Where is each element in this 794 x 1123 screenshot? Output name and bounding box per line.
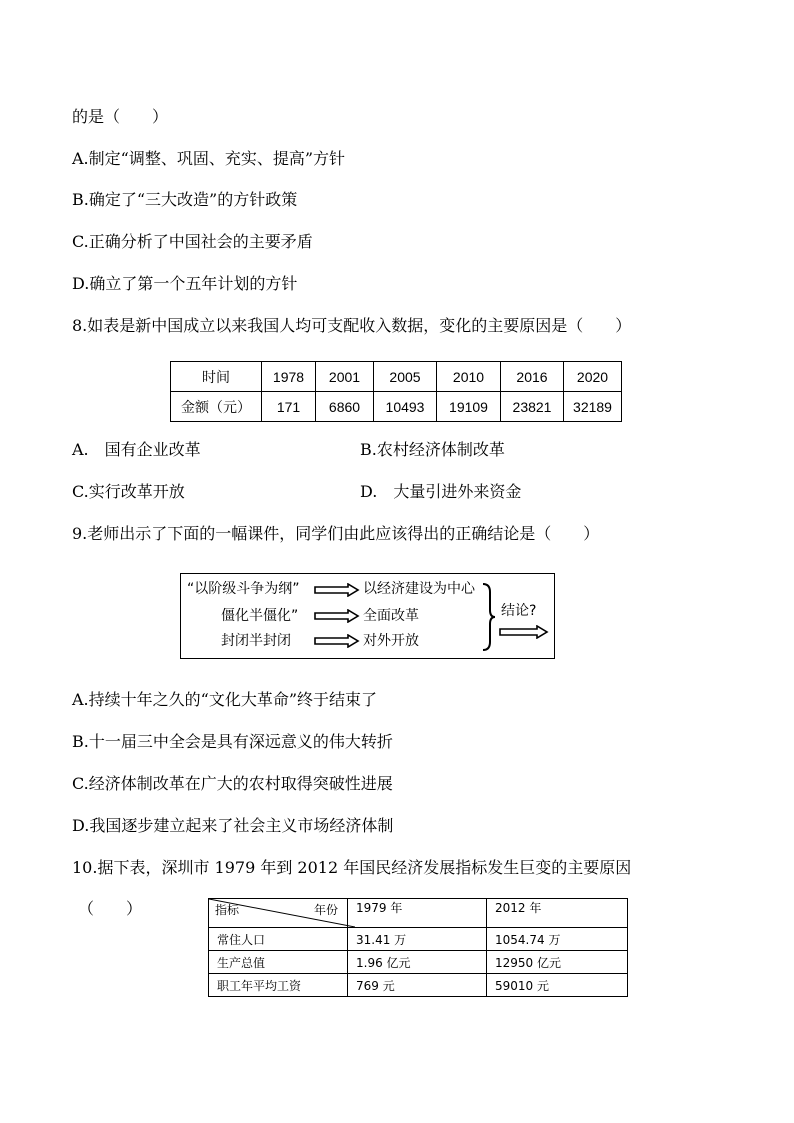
q7-option-a[interactable]: A.制定“调整、巩固、充实、提高”方针 — [72, 149, 346, 168]
q9-option-d[interactable]: D.我国逐步建立起来了社会主义市场经济体制 — [72, 816, 394, 835]
table-cell: 12950 亿元 — [487, 951, 628, 974]
table-corner-cell — [209, 899, 348, 928]
table-cell: 171 — [262, 392, 316, 422]
q9-stem: 9.老师出示了下面的一幅课件，同学们由此应该得出的正确结论是（ ） — [72, 524, 600, 543]
corner-label-indicator: 指标 — [215, 903, 240, 917]
q9-option-c[interactable]: C.经济体制改革在广大的农村取得突破性进展 — [72, 774, 393, 793]
right-arrow-icon — [314, 583, 360, 597]
q8-stem: 8.如表是新中国成立以来我国人均可支配收入数据，变化的主要原因是（ ） — [72, 316, 632, 335]
q10-shenzhen-table — [208, 898, 628, 997]
q7-option-d[interactable]: D.确立了第一个五年计划的方针 — [72, 274, 298, 293]
courseware-right-2: 全面改革 — [363, 608, 419, 624]
table-cell: 时间 — [171, 362, 262, 392]
table-cell: 2001 — [316, 362, 374, 392]
brace-icon — [481, 582, 497, 652]
q7-option-c[interactable]: C.正确分析了中国社会的主要矛盾 — [72, 232, 313, 251]
table-cell: 10493 — [374, 392, 437, 422]
table-row — [209, 974, 628, 997]
table-header-cell: 2012 年 — [487, 899, 628, 928]
table-cell: 6860 — [316, 392, 374, 422]
q8-option-b[interactable]: B.农村经济体制改革 — [360, 440, 505, 459]
courseware-left-2: 僵化半僵化” — [221, 608, 299, 624]
right-arrow-icon — [314, 634, 360, 648]
right-arrow-icon — [314, 609, 360, 623]
q8-income-table — [170, 361, 622, 422]
q10-stem: 10.据下表，深圳市 1979 年到 2012 年国民经济发展指标发生巨变的主要原因 — [72, 858, 632, 877]
table-cell: 19109 — [437, 392, 501, 422]
table-header-cell: 1979 年 — [348, 899, 487, 928]
table-row — [171, 362, 622, 392]
courseware-left-3: 封闭半封闭 — [221, 633, 291, 649]
q10-answer-paren: （ ） — [78, 899, 143, 918]
table-cell: 31.41 万 — [348, 928, 487, 951]
table-cell: 2005 — [374, 362, 437, 392]
q8-option-c[interactable]: C.实行改革开放 — [72, 482, 185, 501]
table-cell: 常住人口 — [209, 928, 348, 951]
table-cell: 2020 — [564, 362, 622, 392]
q9-option-b[interactable]: B.十一届三中全会是具有深远意义的伟大转折 — [72, 732, 393, 751]
corner-label-year: 年份 — [314, 903, 339, 917]
table-cell: 职工年平均工资 — [209, 974, 348, 997]
courseware-right-1: 以经济建设为中心 — [363, 581, 475, 597]
courseware-left-1: “以阶级斗争为纲” — [187, 581, 300, 597]
table-cell: 59010 元 — [487, 974, 628, 997]
table-row — [209, 951, 628, 974]
table-row — [209, 899, 628, 928]
courseware-conclusion: 结论? — [501, 603, 537, 619]
table-cell: 1054.74 万 — [487, 928, 628, 951]
q8-option-a[interactable]: A. 国有企业改革 — [72, 440, 201, 459]
courseware-right-3: 对外开放 — [363, 633, 419, 649]
q9-option-a[interactable]: A.持续十年之久的“文化大革命”终于结束了 — [72, 690, 378, 709]
table-cell: 32189 — [564, 392, 622, 422]
right-arrow-icon — [499, 625, 549, 639]
table-cell: 金额（元） — [171, 392, 262, 422]
table-cell: 生产总值 — [209, 951, 348, 974]
q7-option-b[interactable]: B.确定了“三大改造”的方针政策 — [72, 190, 298, 209]
table-cell: 769 元 — [348, 974, 487, 997]
table-row — [209, 928, 628, 951]
q9-courseware-figure — [180, 573, 555, 659]
q8-option-d[interactable]: D. 大量引进外来资金 — [360, 482, 522, 501]
table-row — [171, 392, 622, 422]
table-cell: 1.96 亿元 — [348, 951, 487, 974]
table-cell: 23821 — [501, 392, 564, 422]
table-cell: 1978 — [262, 362, 316, 392]
table-cell: 2010 — [437, 362, 501, 392]
q7-stem-tail: 的是（ ） — [72, 107, 169, 126]
table-cell: 2016 — [501, 362, 564, 392]
